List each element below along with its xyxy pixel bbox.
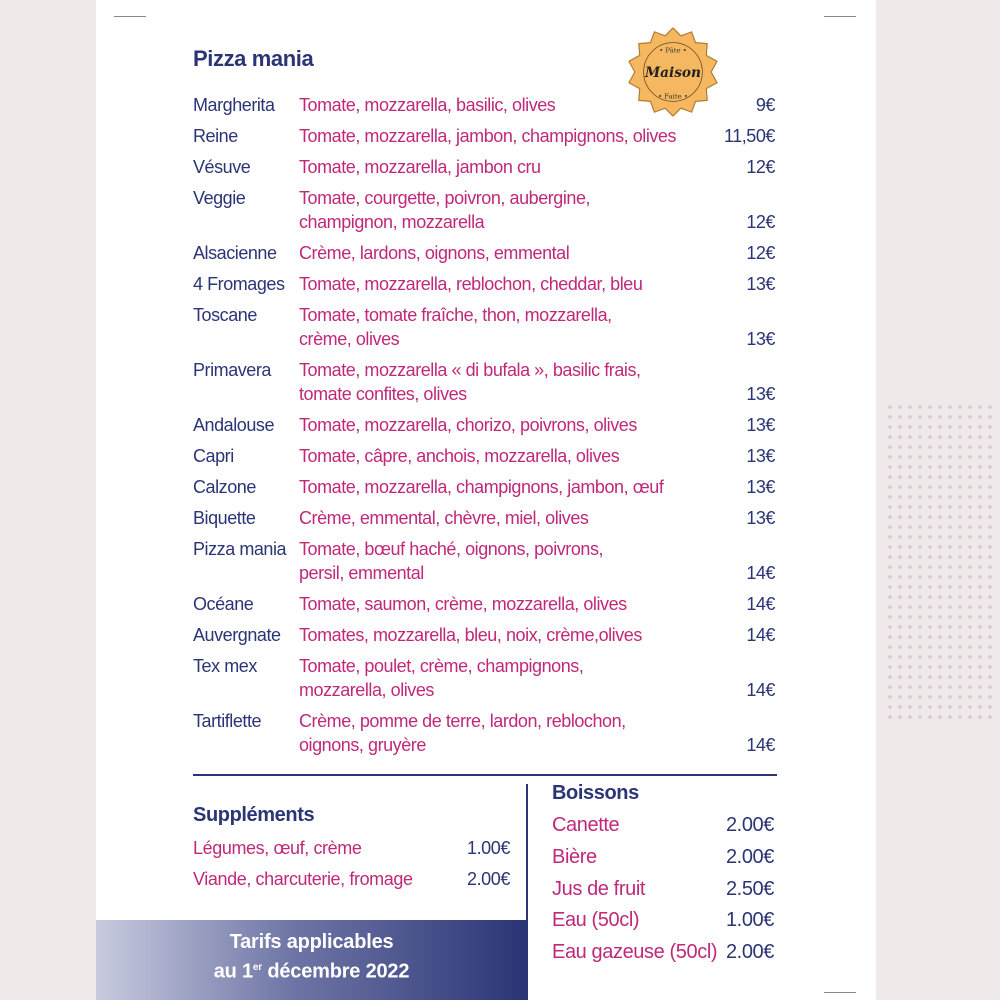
pizza-name: Océane	[193, 594, 254, 614]
supplement-row	[193, 869, 510, 890]
pizza-name: Primavera	[193, 360, 271, 380]
pizza-price: 13€	[746, 274, 775, 294]
pizza-price: 13€	[746, 446, 775, 466]
pizza-ingredients: Tomate, courgette, poivron, aubergine, champignon, mozzarella	[299, 188, 591, 232]
pizza-price: 13€	[746, 415, 775, 435]
pizza-ingredients: Crème, emmental, chèvre, miel, olives	[299, 508, 589, 528]
crop-mark	[114, 16, 146, 17]
supplement-price: 1.00€	[466, 838, 510, 858]
drink-label: Bière	[552, 846, 597, 868]
svg-text:• Pâte •: • Pâte •	[659, 46, 687, 55]
pizza-item	[193, 623, 775, 647]
drink-label: Eau gazeuse (50cl)	[552, 941, 718, 963]
pizza-price: 11,50€	[723, 126, 775, 146]
pizza-name: 4 Fromages	[193, 274, 285, 294]
drink-row	[552, 878, 774, 901]
pizza-item	[193, 155, 775, 179]
pizza-name: Veggie	[193, 188, 246, 208]
pizza-item	[193, 506, 775, 530]
pizza-ingredients: Tomate, tomate fraîche, thon, mozzarella, crème, olives	[299, 305, 612, 349]
pizza-price: 9€	[755, 95, 775, 115]
dot-pattern	[885, 402, 993, 722]
pizza-item	[193, 186, 775, 234]
pizza-item	[193, 537, 775, 585]
pizza-price: 13€	[746, 477, 775, 497]
pizza-item	[193, 444, 775, 468]
drink-row	[552, 909, 774, 932]
drink-row	[552, 814, 774, 837]
drink-label: Canette	[552, 814, 620, 836]
banner-sup: er	[252, 962, 262, 973]
pizza-price: 12€	[746, 243, 775, 263]
pizza-name: Vésuve	[193, 157, 251, 177]
pizza-ingredients: Crème, pomme de terre, lardon, reblochon, oignons, gruyère	[299, 711, 626, 755]
banner-line2	[96, 955, 527, 985]
pizza-item	[193, 358, 775, 406]
pizza-ingredients: Tomate, mozzarella, jambon cru	[299, 157, 541, 177]
svg-text:• Faite •: • Faite •	[658, 92, 688, 101]
banner-line1: Tarifs applicables	[229, 931, 394, 953]
pizza-price: 14€	[746, 594, 775, 614]
pizza-price: 12€	[746, 212, 775, 232]
pizza-name: Capri	[193, 446, 234, 466]
pizza-ingredients: Tomates, mozzarella, bleu, noix, crème,olives	[299, 625, 642, 645]
pizza-name: Biquette	[193, 508, 256, 528]
drink-label: Eau (50cl)	[552, 909, 640, 931]
banner-text: décembre 2022	[261, 960, 410, 983]
pizza-item	[193, 303, 775, 351]
pizza-ingredients: Tomate, mozzarella, chorizo, poivrons, olives	[299, 415, 637, 435]
pizza-name: Calzone	[193, 477, 256, 497]
pizza-price: 12€	[746, 157, 775, 177]
pizza-price: 13€	[746, 508, 775, 528]
pizza-ingredients: Tomate, mozzarella « di bufala », basilic frais, tomate confites, olives	[299, 360, 641, 404]
drink-row	[552, 846, 774, 869]
supplements-title: Suppléments	[193, 804, 315, 826]
drink-row	[552, 941, 774, 964]
svg-text:Maison: Maison	[644, 64, 702, 81]
supplement-label: Légumes, œuf, crème	[193, 838, 362, 858]
pizza-price: 14€	[746, 735, 775, 755]
divider	[193, 774, 777, 776]
drink-price: 2.00€	[725, 846, 774, 868]
pizza-name: Auvergnate	[193, 625, 281, 645]
pizza-ingredients: Tomate, câpre, anchois, mozzarella, olives	[299, 446, 620, 466]
pizza-name: Tartiflette	[193, 711, 262, 731]
pizza-ingredients: Tomate, mozzarella, champignons, jambon, œuf	[299, 477, 664, 497]
pizza-ingredients: Tomate, mozzarella, basilic, olives	[299, 95, 556, 115]
boissons-title: Boissons	[552, 782, 639, 804]
pizza-name: Margherita	[193, 95, 275, 115]
crop-mark	[824, 16, 856, 17]
pizza-list	[193, 93, 775, 764]
pizza-name: Andalouse	[193, 415, 275, 435]
drink-price: 2.00€	[725, 814, 774, 836]
pizza-item	[193, 475, 775, 499]
pizza-price: 13€	[746, 384, 775, 404]
pizza-ingredients: Tomate, saumon, crème, mozzarella, olives	[299, 594, 627, 614]
pizza-name: Pizza mania	[193, 539, 287, 559]
pizza-item	[193, 93, 775, 117]
pizza-price: 14€	[746, 680, 775, 700]
pizza-item	[193, 241, 775, 265]
pizza-ingredients: Crème, lardons, oignons, emmental	[299, 243, 570, 263]
pizza-item	[193, 709, 775, 757]
supplement-label: Viande, charcuterie, fromage	[193, 869, 413, 889]
pizza-price: 14€	[746, 625, 775, 645]
pizza-price: 13€	[746, 329, 775, 349]
section-title: Pizza mania	[193, 46, 314, 71]
pizza-name: Toscane	[193, 305, 257, 325]
pizza-name: Tex mex	[193, 656, 257, 676]
pizza-item	[193, 272, 775, 296]
pizza-ingredients: Tomate, mozzarella, jambon, champignons, olives	[299, 126, 677, 146]
drink-price: 2.50€	[725, 878, 774, 900]
pizza-item	[193, 413, 775, 437]
drink-price: 2.00€	[725, 941, 774, 963]
pizza-name: Alsacienne	[193, 243, 277, 263]
pizza-price: 14€	[746, 563, 775, 583]
pizza-item	[193, 654, 775, 702]
pizza-ingredients: Tomate, poulet, crème, champignons, mozzarella, olives	[299, 656, 584, 700]
crop-mark	[824, 992, 856, 993]
pizza-item	[193, 592, 775, 616]
drink-label: Jus de fruit	[552, 878, 646, 900]
pizza-item	[193, 124, 775, 148]
pizza-ingredients: Tomate, mozzarella, reblochon, cheddar, bleu	[299, 274, 643, 294]
supplement-price: 2.00€	[466, 869, 510, 889]
pizza-name: Reine	[193, 126, 238, 146]
supplement-row	[193, 838, 510, 859]
pizza-ingredients: Tomate, bœuf haché, oignons, poivrons, persil, emmental	[299, 539, 604, 583]
drink-price: 1.00€	[725, 909, 774, 931]
banner-text: au 1	[213, 960, 253, 983]
tarifs-banner	[96, 920, 527, 1000]
